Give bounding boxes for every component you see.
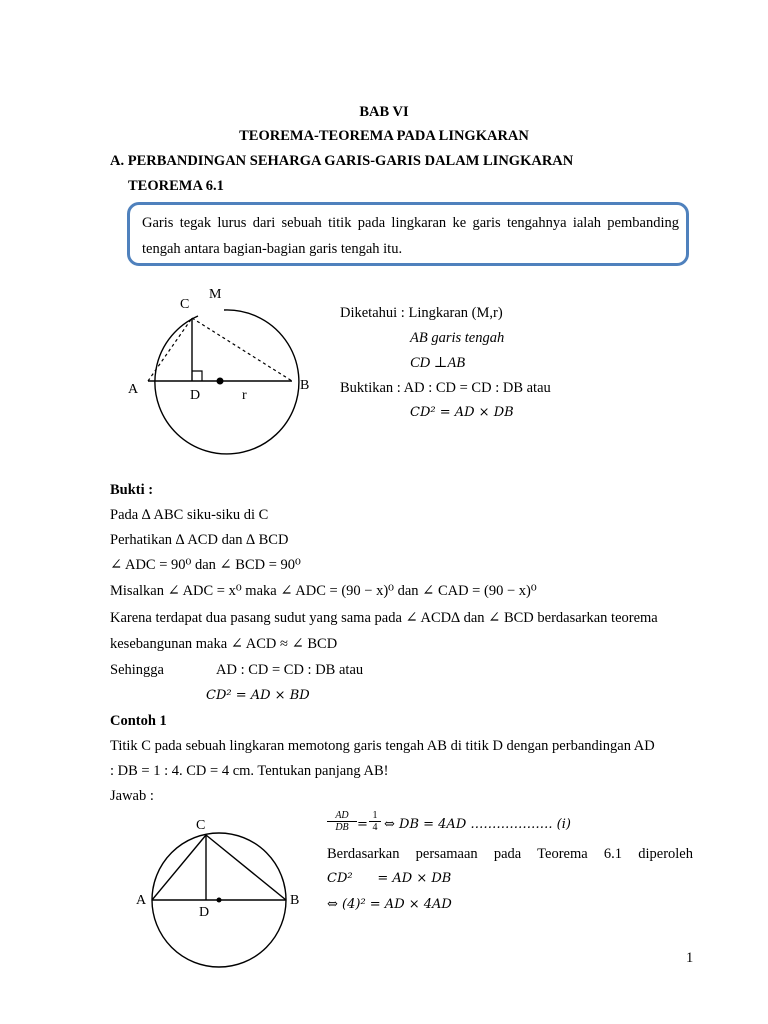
- label-c: C: [180, 297, 190, 312]
- label-m: M: [209, 287, 222, 302]
- proof-line-4: Misalkan ∠ ADC = x⁰ maka ∠ ADC = (90 − x)⁰ dan ∠ CAD = (90 − x)⁰: [110, 583, 537, 599]
- sehingga-value: AD : CD = CD : DB atau: [216, 662, 364, 678]
- proof-line-1: Pada ∆ ABC siku-siku di C: [110, 507, 269, 523]
- fraction-denominator-2: 4: [369, 821, 381, 833]
- label-c-2: C: [196, 818, 206, 833]
- segment-cb: [192, 318, 292, 381]
- proof-line-3: ∠ ADC = 90⁰ dan ∠ BCD = 90⁰: [110, 557, 301, 573]
- given-label: Diketahui : Lingkaran (M,r): [340, 305, 503, 321]
- fraction-denominator: DB: [327, 821, 357, 833]
- figure-circle-1: [120, 280, 320, 470]
- step2-line-1: Berdasarkan persamaan pada Teorema 6.1 diperoleh: [327, 846, 693, 862]
- step3-equation: ⇔ (4)² = AD × 4AD: [327, 897, 452, 912]
- prove-statement: Buktikan : AD : CD = CD : DB atau: [340, 380, 551, 396]
- example-problem-line-1: Titik C pada sebuah lingkaran memotong garis tengah AB di titik D dengan perbandingan AD: [110, 738, 655, 754]
- fraction-equals: =: [357, 817, 368, 832]
- prove-formula: CD² = AD × DB: [410, 405, 514, 420]
- fraction-numerator-2: 1: [372, 810, 378, 821]
- label-d: D: [190, 388, 201, 403]
- center-dot-2: [217, 898, 222, 903]
- theorem-label: TEOREMA 6.1: [128, 178, 224, 194]
- label-a-2: A: [136, 893, 147, 908]
- label-d-2: D: [199, 905, 210, 920]
- step1-equation: ⇔ DB = 4AD ………………. (i): [384, 817, 571, 832]
- given-ab: AB garis tengah: [410, 330, 505, 346]
- step2-line-2: CD² = AD × DB: [327, 871, 452, 886]
- center-dot: [217, 378, 224, 385]
- sehingga-label: Sehingga: [110, 662, 164, 678]
- fraction-one-quarter: [369, 810, 381, 833]
- label-a: A: [128, 382, 139, 397]
- section-heading: A. PERBANDINGAN SEHARGA GARIS-GARIS DALAM LINGKARAN: [110, 153, 574, 169]
- right-angle-marker: [192, 371, 202, 381]
- chapter-title: TEOREMA-TEOREMA PADA LINGKARAN: [239, 128, 529, 144]
- segment-ac: [148, 318, 192, 381]
- example-heading: Contoh 1: [110, 713, 167, 729]
- label-b: B: [300, 378, 310, 393]
- fraction-numerator: AD: [335, 810, 349, 821]
- page-number: 1: [686, 950, 694, 966]
- given-cd: CD ⊥AB: [410, 355, 466, 371]
- theorem-text: Garis tegak lurus dari sebuah titik pada lingkaran ke garis tengahnya ialah pembanding tengah antara bagian-bagian garis tengah itu.: [142, 215, 679, 257]
- example-problem-line-2: : DB = 1 : 4. CD = 4 cm. Tentukan panjang AB!: [110, 763, 389, 779]
- proof-line-5: Karena terdapat dua pasang sudut yang sama pada ∠ ACD∆ dan ∠ BCD berdasarkan teorema: [110, 610, 658, 626]
- figure-circle-2: [130, 815, 310, 1015]
- proof-heading: Bukti :: [110, 482, 154, 498]
- proof-line-6: kesebangunan maka ∠ ACD ≈ ∠ BCD: [110, 636, 338, 652]
- segment-cb-2: [206, 835, 286, 900]
- chapter-heading: BAB VI: [359, 104, 409, 120]
- proof-final-formula: CD² = AD × BD: [206, 688, 310, 703]
- label-r: r: [242, 388, 247, 403]
- label-b-2: B: [290, 893, 300, 908]
- fraction-ad-db: [327, 810, 357, 833]
- answer-label: Jawab :: [110, 788, 154, 804]
- circle-outline: [155, 310, 299, 454]
- proof-line-2: Perhatikan ∆ ACD dan ∆ BCD: [110, 532, 289, 548]
